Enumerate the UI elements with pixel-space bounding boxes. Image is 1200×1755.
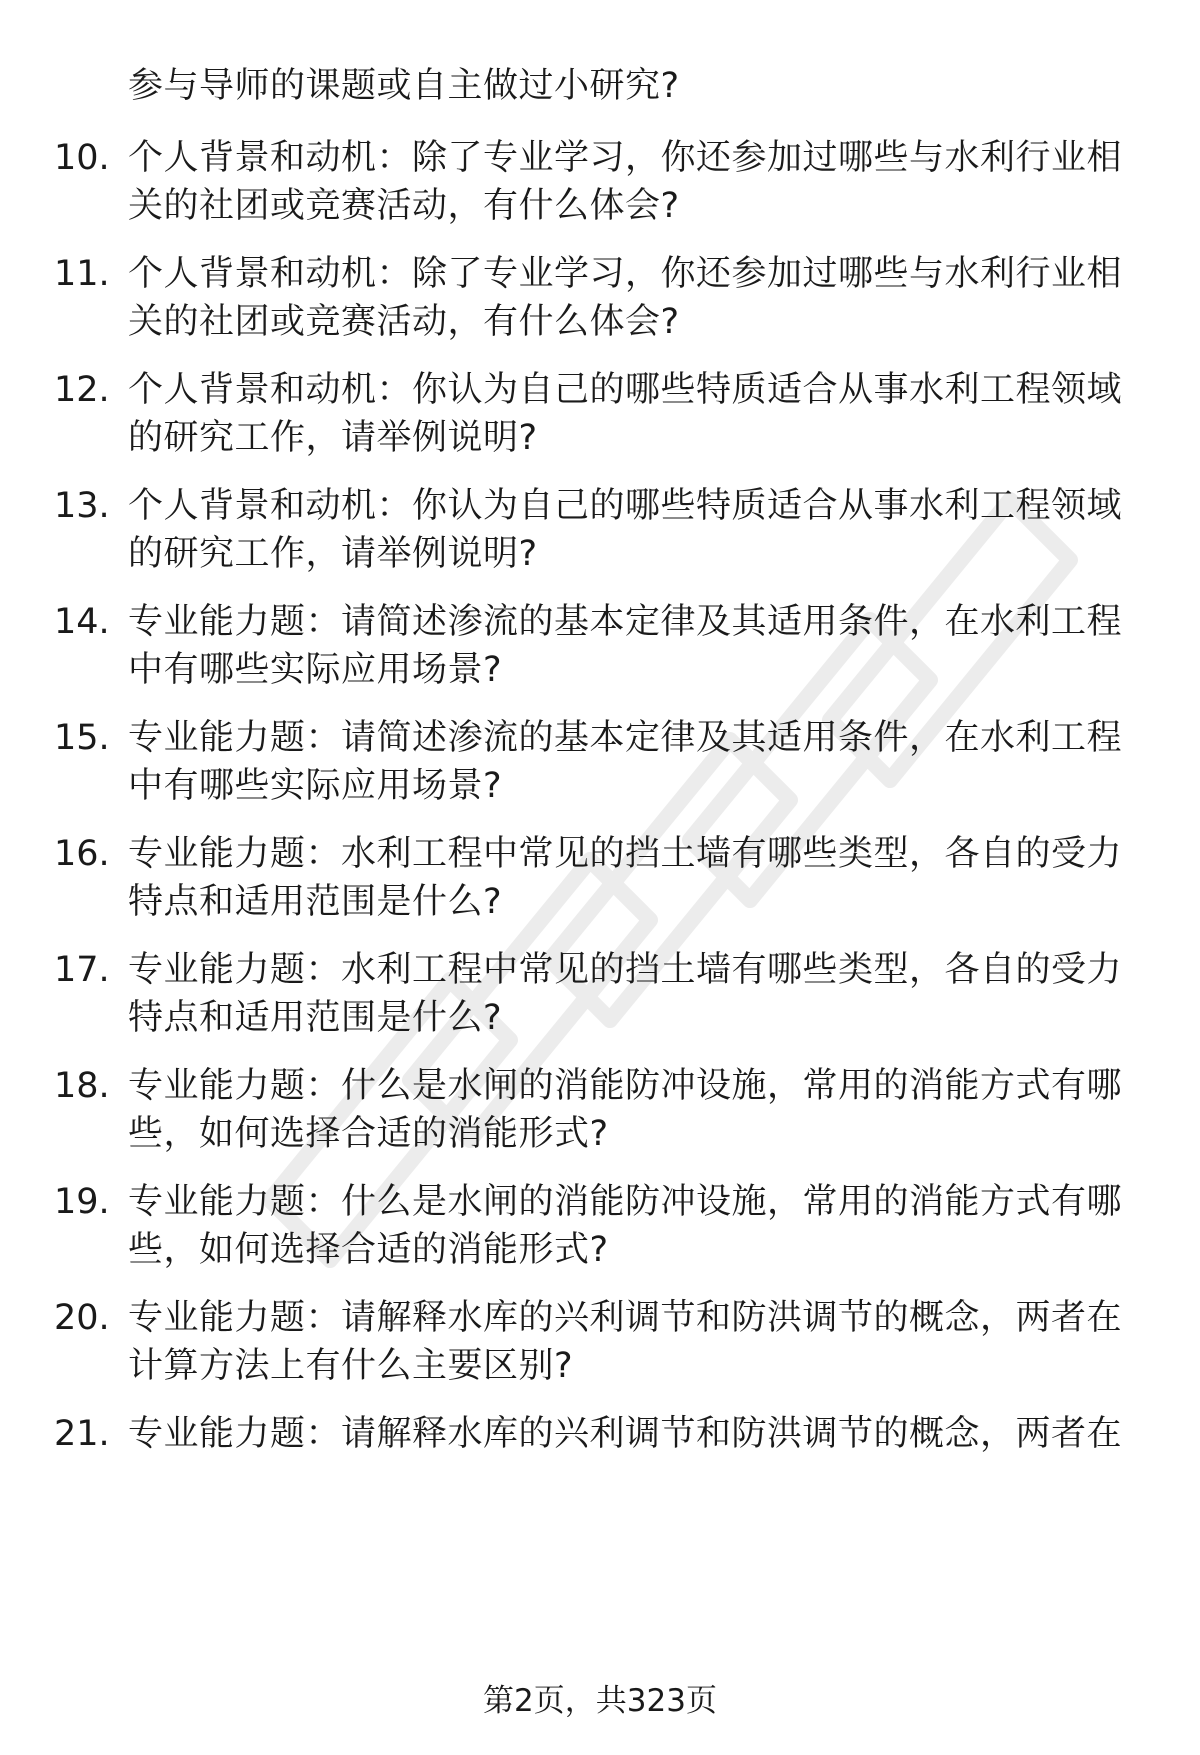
question-text-line-2: 关的社团或竞赛活动，有什么体会? (128, 186, 680, 226)
question-text-line-1: 专业能力题：请解释水库的兴利调节和防洪调节的概念，两者在 (128, 1298, 1123, 1338)
question-text-line-1: 专业能力题：水利工程中常见的挡土墙有哪些类型，各自的受力 (128, 834, 1123, 874)
question-text-line-2: 特点和适用范围是什么? (128, 998, 503, 1038)
question-text-line-2: 特点和适用范围是什么? (128, 882, 503, 922)
question-text-line-2: 关的社团或竞赛活动，有什么体会? (128, 302, 680, 342)
question-number: 19. (54, 1182, 110, 1222)
question-number: 13. (54, 486, 110, 526)
question-text-line-1: 专业能力题：请简述渗流的基本定律及其适用条件，在水利工程 (128, 602, 1123, 642)
question-number: 15. (54, 718, 110, 758)
question-number: 20. (54, 1298, 110, 1338)
question-number: 18. (54, 1066, 110, 1106)
question-text-line-1: 专业能力题：水利工程中常见的挡土墙有哪些类型，各自的受力 (128, 950, 1123, 990)
question-text-line-1: 个人背景和动机：你认为自己的哪些特质适合从事水利工程领域 (128, 370, 1123, 410)
question-text-line-2: 些，如何选择合适的消能形式? (128, 1230, 609, 1270)
question-text-line-1: 个人背景和动机：你认为自己的哪些特质适合从事水利工程领域 (128, 486, 1123, 526)
question-text-line-1: 专业能力题：请简述渗流的基本定律及其适用条件，在水利工程 (128, 718, 1123, 758)
question-number: 14. (54, 602, 110, 642)
question-text-line-1: 专业能力题：什么是水闸的消能防冲设施，常用的消能方式有哪 (128, 1182, 1123, 1222)
question-text-line-1: 专业能力题：请解释水库的兴利调节和防洪调节的概念，两者在 (128, 1414, 1123, 1454)
continuation-text: 参与导师的课题或自主做过小研究? (128, 66, 680, 106)
question-text-line-2: 计算方法上有什么主要区别? (128, 1346, 574, 1386)
page-footer: 第2页，共323页 (483, 1683, 717, 1719)
question-number: 21. (54, 1414, 110, 1454)
question-text-line-2: 的研究工作，请举例说明? (128, 534, 538, 574)
question-text-line-1: 专业能力题：什么是水闸的消能防冲设施，常用的消能方式有哪 (128, 1066, 1123, 1106)
question-text-line-1: 个人背景和动机：除了专业学习，你还参加过哪些与水利行业相 (128, 138, 1123, 178)
question-text-line-2: 些，如何选择合适的消能形式? (128, 1114, 609, 1154)
question-text-line-1: 个人背景和动机：除了专业学习，你还参加过哪些与水利行业相 (128, 254, 1123, 294)
question-number: 10. (54, 138, 110, 178)
question-number: 12. (54, 370, 110, 410)
question-number: 16. (54, 834, 110, 874)
question-number: 11. (54, 254, 110, 294)
question-text-line-2: 中有哪些实际应用场景? (128, 650, 503, 690)
question-number: 17. (54, 950, 110, 990)
question-text-line-2: 中有哪些实际应用场景? (128, 766, 503, 806)
question-text-line-2: 的研究工作，请举例说明? (128, 418, 538, 458)
